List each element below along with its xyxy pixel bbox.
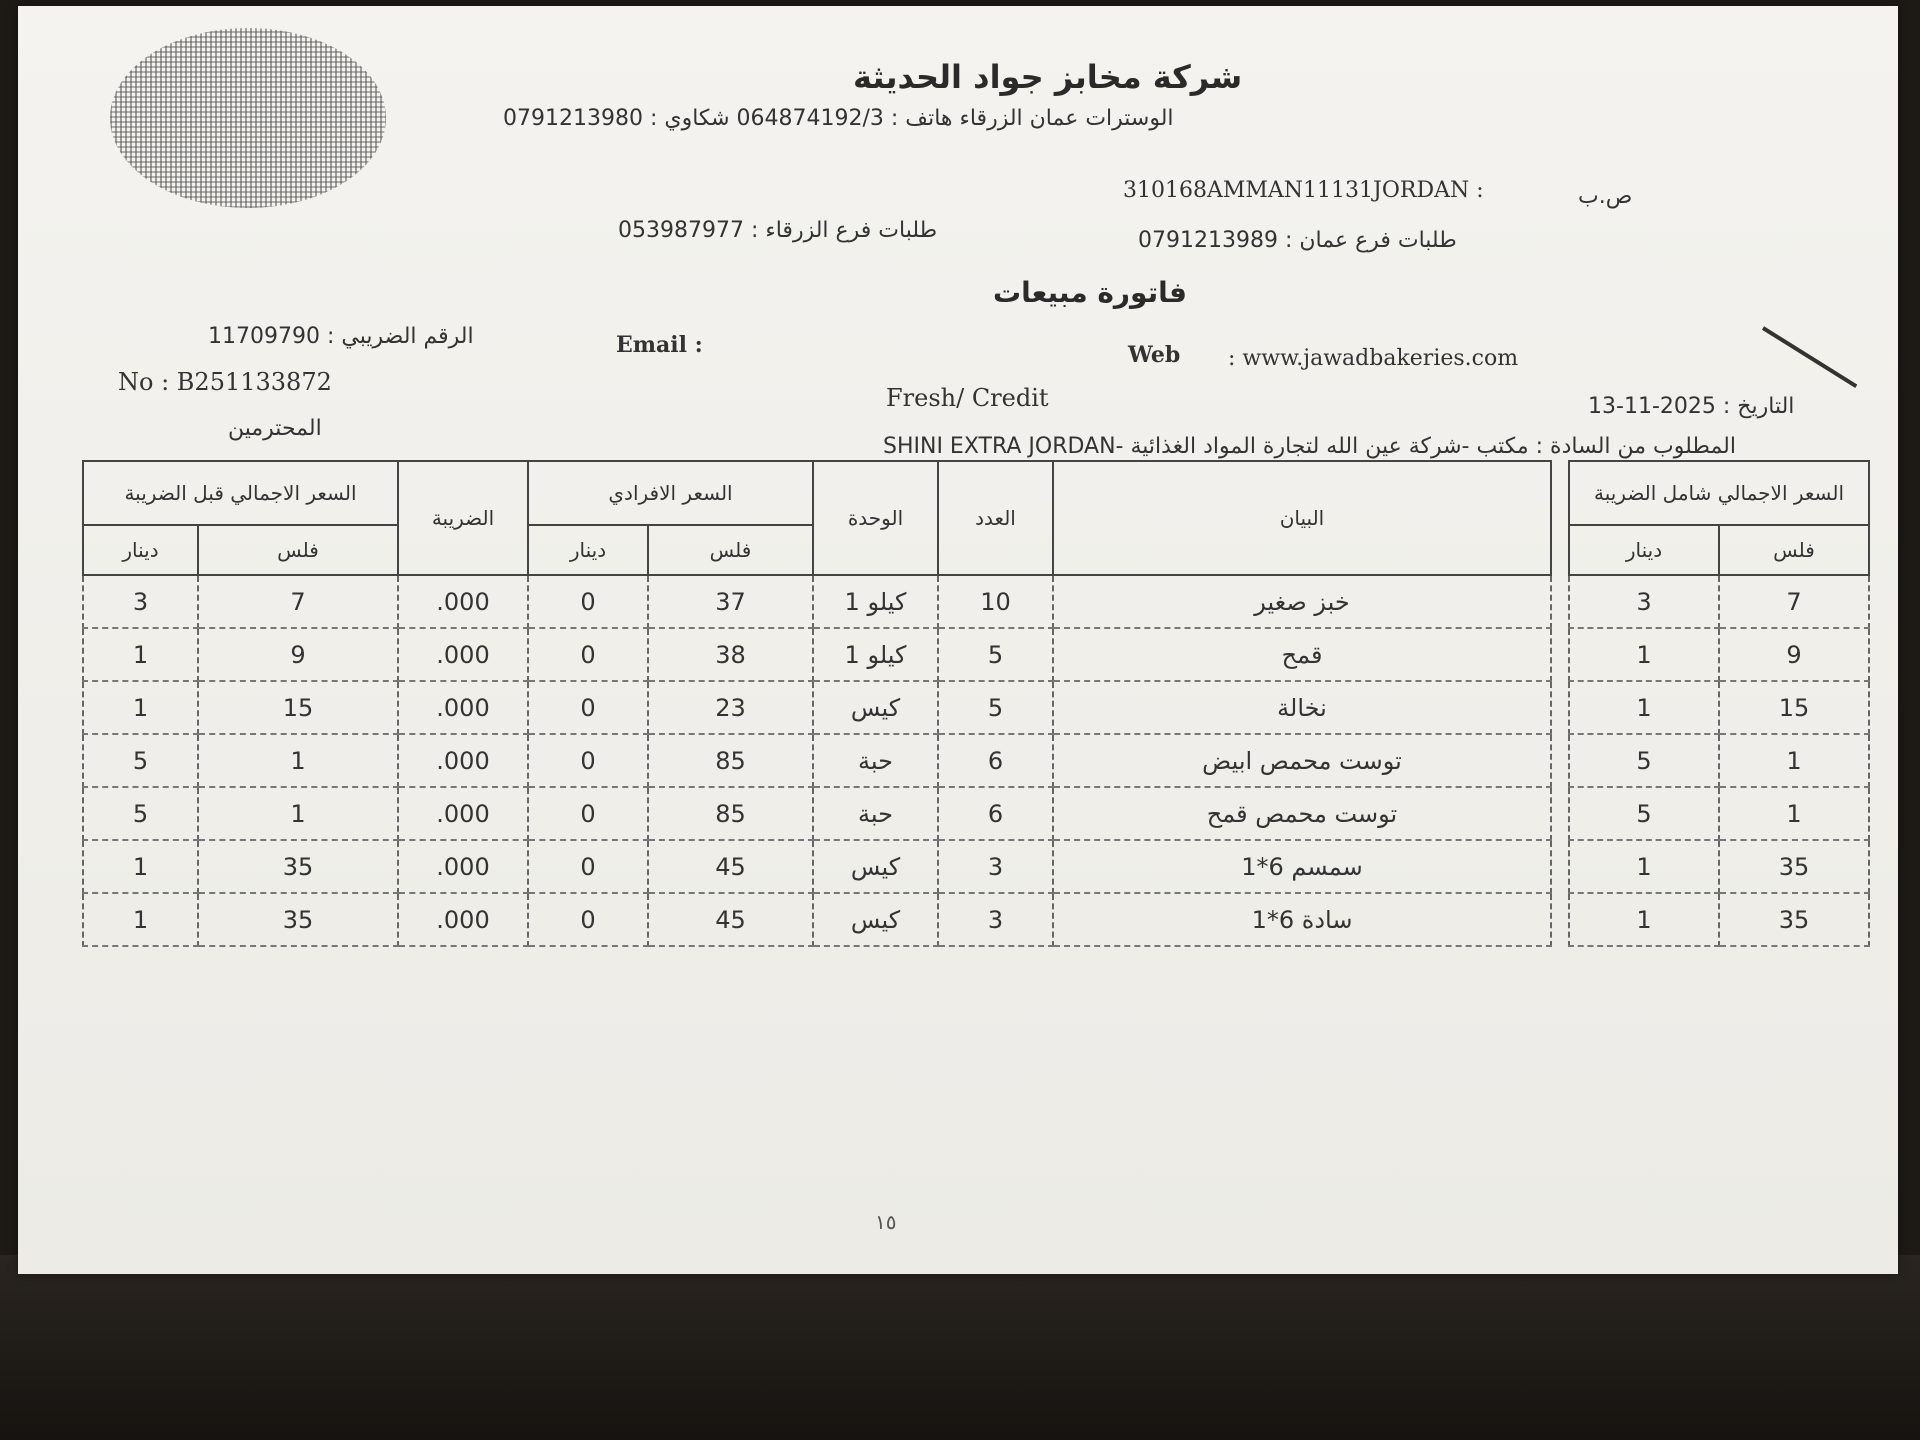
it-dinar-cell: 1	[1569, 893, 1719, 946]
table-row	[83, 628, 1869, 681]
email-label: Email :	[616, 332, 703, 358]
header-unit: الوحدة	[813, 461, 938, 575]
count-cell: 5	[938, 681, 1053, 734]
unit-cell: كيلو 1	[813, 575, 938, 628]
tax-cell: .000	[398, 575, 528, 628]
bt-fils-cell: 1	[198, 734, 398, 787]
up-fils-cell: 45	[648, 840, 813, 893]
gap-cell	[1551, 893, 1569, 946]
it-dinar-cell: 3	[1569, 575, 1719, 628]
bt-fils-cell: 35	[198, 840, 398, 893]
count-cell: 6	[938, 787, 1053, 840]
header-it-fils: فلس	[1719, 525, 1869, 575]
count-cell: 3	[938, 893, 1053, 946]
bt-fils-cell: 15	[198, 681, 398, 734]
header-up-fils: فلس	[648, 525, 813, 575]
po-box-label: ص.ب	[1578, 184, 1633, 209]
tax-cell: .000	[398, 681, 528, 734]
table-row	[83, 840, 1869, 893]
invoice-type: Fresh/ Credit	[886, 384, 1049, 412]
header-unit-price: السعر الافرادي	[528, 461, 813, 525]
it-fils-cell: 35	[1719, 840, 1869, 893]
orders-amman: طلبات فرع عمان : 0791213989	[1138, 228, 1457, 253]
address-phone: الوسترات عمان الزرقاء هاتف : 064874192/3 شكاوي : 0791213980	[503, 106, 1174, 131]
header-total-before-tax: السعر الاجمالي قبل الضريبة	[83, 461, 398, 525]
invoice-title: فاتورة مبيعات	[993, 276, 1187, 309]
unit-cell: كيس	[813, 681, 938, 734]
it-fils-cell: 35	[1719, 893, 1869, 946]
page-mark: ١٥	[875, 1210, 897, 1234]
up-fils-cell: 37	[648, 575, 813, 628]
up-dinar-cell: 0	[528, 575, 648, 628]
table-row	[83, 734, 1869, 787]
up-fils-cell: 85	[648, 734, 813, 787]
header-total-incl-tax: السعر الاجمالي شامل الضريبة	[1569, 461, 1869, 525]
table-row	[83, 681, 1869, 734]
count-cell: 5	[938, 628, 1053, 681]
description-cell: توست محمص ابيض	[1053, 734, 1551, 787]
up-dinar-cell: 0	[528, 628, 648, 681]
po-box: 310168AMMAN11131JORDAN :	[1123, 178, 1484, 203]
bt-dinar-cell: 1	[83, 840, 198, 893]
salutation: المحترمين	[228, 416, 322, 441]
description-cell: قمح	[1053, 628, 1551, 681]
bt-dinar-cell: 5	[83, 787, 198, 840]
header-bt-dinar: دينار	[83, 525, 198, 575]
table-row	[83, 787, 1869, 840]
tax-cell: .000	[398, 628, 528, 681]
it-dinar-cell: 5	[1569, 787, 1719, 840]
pen-mark	[1762, 326, 1857, 388]
web-url: : www.jawadbakeries.com	[1228, 346, 1519, 371]
gap-cell	[1551, 575, 1569, 628]
bt-dinar-cell: 3	[83, 575, 198, 628]
table-surface	[0, 1255, 1920, 1440]
header-description: البيان	[1053, 461, 1551, 575]
invoice-number: No : B251133872	[118, 368, 332, 396]
up-fils-cell: 23	[648, 681, 813, 734]
it-dinar-cell: 5	[1569, 734, 1719, 787]
unit-cell: كيلو 1	[813, 628, 938, 681]
count-cell: 6	[938, 734, 1053, 787]
count-cell: 3	[938, 840, 1053, 893]
bt-fils-cell: 1	[198, 787, 398, 840]
header-up-dinar: دينار	[528, 525, 648, 575]
table-row	[83, 575, 1869, 628]
header-count: العدد	[938, 461, 1053, 575]
gap-cell	[1551, 628, 1569, 681]
header-tax: الضريبة	[398, 461, 528, 575]
up-dinar-cell: 0	[528, 893, 648, 946]
header-bt-fils: فلس	[198, 525, 398, 575]
tax-cell: .000	[398, 840, 528, 893]
bt-fils-cell: 7	[198, 575, 398, 628]
up-fils-cell: 45	[648, 893, 813, 946]
bt-dinar-cell: 1	[83, 628, 198, 681]
bt-fils-cell: 35	[198, 893, 398, 946]
invoice-items-table	[82, 460, 1870, 947]
description-cell: سادة 6*1	[1053, 893, 1551, 946]
customer-line: المطلوب من السادة : مكتب -شركة عين الله لتجارة المواد الغذائية -SHINI EXTRA JORDAN	[883, 434, 1736, 459]
it-fils-cell: 7	[1719, 575, 1869, 628]
company-logo	[110, 28, 386, 208]
it-fils-cell: 9	[1719, 628, 1869, 681]
up-dinar-cell: 0	[528, 681, 648, 734]
description-cell: توست محمص قمح	[1053, 787, 1551, 840]
table-row	[83, 893, 1869, 946]
company-name: شركة مخابز جواد الحديثة	[853, 58, 1243, 96]
unit-cell: حبة	[813, 734, 938, 787]
it-dinar-cell: 1	[1569, 681, 1719, 734]
description-cell: خبز صغير	[1053, 575, 1551, 628]
invoice-date: التاريخ : 2025-11-13	[1588, 394, 1795, 419]
it-fils-cell: 1	[1719, 787, 1869, 840]
up-fils-cell: 85	[648, 787, 813, 840]
tax-cell: .000	[398, 734, 528, 787]
it-dinar-cell: 1	[1569, 628, 1719, 681]
bt-dinar-cell: 1	[83, 893, 198, 946]
gap-cell	[1551, 840, 1569, 893]
description-cell: نخالة	[1053, 681, 1551, 734]
bt-dinar-cell: 1	[83, 681, 198, 734]
gap-cell	[1551, 787, 1569, 840]
tax-cell: .000	[398, 893, 528, 946]
bt-fils-cell: 9	[198, 628, 398, 681]
unit-cell: كيس	[813, 893, 938, 946]
up-dinar-cell: 0	[528, 787, 648, 840]
gap-cell	[1551, 734, 1569, 787]
orders-zarqa: طلبات فرع الزرقاء : 053987977	[618, 218, 938, 243]
unit-cell: كيس	[813, 840, 938, 893]
bt-dinar-cell: 5	[83, 734, 198, 787]
up-dinar-cell: 0	[528, 840, 648, 893]
it-fils-cell: 1	[1719, 734, 1869, 787]
web-label: Web	[1128, 342, 1181, 368]
it-fils-cell: 15	[1719, 681, 1869, 734]
header-it-dinar: دينار	[1569, 525, 1719, 575]
up-fils-cell: 38	[648, 628, 813, 681]
unit-cell: حبة	[813, 787, 938, 840]
description-cell: سمسم 6*1	[1053, 840, 1551, 893]
it-dinar-cell: 1	[1569, 840, 1719, 893]
tax-number: الرقم الضريبي : 11709790	[208, 324, 474, 349]
up-dinar-cell: 0	[528, 734, 648, 787]
gap-cell	[1551, 681, 1569, 734]
count-cell: 10	[938, 575, 1053, 628]
tax-cell: .000	[398, 787, 528, 840]
header-gap	[1551, 461, 1569, 575]
